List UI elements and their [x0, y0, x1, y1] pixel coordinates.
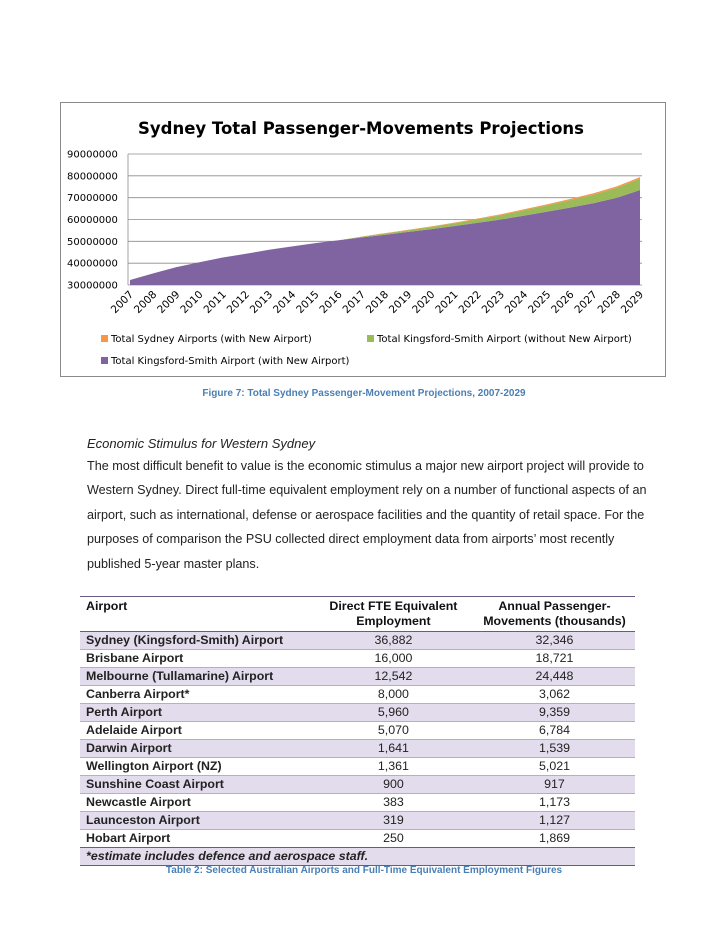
cell-fte-employment: 5,070	[313, 722, 474, 740]
cell-fte-employment: 8,000	[313, 686, 474, 704]
x-tick-label: 2007	[108, 288, 137, 317]
cell-passenger-movements: 1,173	[474, 794, 635, 812]
cell-airport-name: Brisbane Airport	[80, 650, 313, 668]
table-footnote-row	[80, 848, 635, 866]
table-row	[80, 794, 635, 812]
x-tick-label: 2018	[363, 288, 392, 317]
legend-swatch	[101, 357, 108, 364]
x-tick-label: 2029	[618, 288, 647, 317]
cell-airport-name: Newcastle Airport	[80, 794, 313, 812]
cell-airport-name: Darwin Airport	[80, 740, 313, 758]
x-tick-label: 2020	[410, 288, 438, 317]
table-row	[80, 776, 635, 794]
x-tick-label: 2026	[549, 288, 577, 317]
cell-passenger-movements: 18,721	[474, 650, 635, 668]
header-fte-employment: Direct FTE Equivalent Employment	[313, 597, 474, 632]
cell-passenger-movements: 1,539	[474, 740, 635, 758]
cell-airport-name: Sunshine Coast Airport	[80, 776, 313, 794]
x-tick-label: 2017	[340, 288, 368, 317]
y-tick-label: 50000000	[67, 236, 118, 248]
cell-fte-employment: 319	[313, 812, 474, 830]
body-paragraph: The most difficult benefit to value is the economic stimulus a major new airport project will provide to Western Sydney. Direct full-time equivalent employment rely on a number of functional aspects of an airport, such as international, defense or aerospace facilities and the quantity of retail space. For the purposes of comparison the PSU collected direct employment data from airports’ most recently published 5-year master plans.	[87, 459, 647, 571]
table-row	[80, 758, 635, 776]
table-row	[80, 722, 635, 740]
x-tick-label: 2021	[433, 288, 461, 317]
table-body	[80, 632, 635, 848]
cell-fte-employment: 383	[313, 794, 474, 812]
y-tick-label: 30000000	[67, 280, 118, 292]
cell-fte-employment: 1,361	[313, 758, 474, 776]
y-tick-label: 90000000	[67, 149, 118, 161]
x-tick-label: 2022	[456, 288, 484, 317]
cell-airport-name: Melbourne (Tullamarine) Airport	[80, 668, 313, 686]
cell-passenger-movements: 24,448	[474, 668, 635, 686]
header-passenger-movements: Annual Passenger-Movements (thousands)	[474, 597, 635, 632]
y-tick-label: 60000000	[67, 215, 118, 226]
x-tick-label: 2025	[526, 288, 554, 317]
x-tick-label: 2023	[479, 288, 508, 317]
x-tick-label: 2019	[386, 288, 415, 317]
cell-passenger-movements: 32,346	[474, 632, 635, 650]
figure-caption: Figure 7: Total Sydney Passenger-Movement Projections, 2007-2029	[202, 388, 526, 399]
table-row	[80, 740, 635, 758]
chart-title: Sydney Total Passenger-Movements Projections	[138, 119, 584, 138]
cell-fte-employment: 1,641	[313, 740, 474, 758]
cell-passenger-movements: 6,784	[474, 722, 635, 740]
legend-swatch	[101, 335, 108, 342]
x-tick-label: 2009	[155, 288, 183, 317]
x-tick-label: 2008	[131, 288, 160, 317]
legend-label: Total Sydney Airports (with New Airport)	[111, 334, 312, 345]
table-footnote: *estimate includes defence and aerospace staff.	[80, 848, 635, 866]
x-tick-label: 2011	[201, 288, 229, 317]
header-airport: Airport	[80, 597, 313, 632]
table-caption: Table 2: Selected Australian Airports and Full-Time Equivalent Employment Figures	[165, 865, 563, 876]
table-row	[80, 686, 635, 704]
x-tick-label: 2028	[595, 288, 623, 317]
table-row	[80, 830, 635, 848]
cell-fte-employment: 250	[313, 830, 474, 848]
cell-airport-name: Canberra Airport*	[80, 686, 313, 704]
cell-passenger-movements: 917	[474, 776, 635, 794]
cell-fte-employment: 5,960	[313, 704, 474, 722]
cell-fte-employment: 16,000	[313, 650, 474, 668]
cell-passenger-movements: 3,062	[474, 686, 635, 704]
y-tick-label: 40000000	[67, 258, 118, 270]
cell-passenger-movements: 1,127	[474, 812, 635, 830]
table-header-row	[80, 597, 635, 632]
airport-employment-table	[80, 596, 635, 866]
cell-fte-employment: 12,542	[313, 668, 474, 686]
cell-fte-employment: 900	[313, 776, 474, 794]
cell-airport-name: Sydney (Kingsford-Smith) Airport	[80, 632, 313, 650]
legend-label: Total Kingsford-Smith Airport (without New Airport)	[377, 334, 632, 345]
x-tick-label: 2016	[317, 288, 345, 317]
cell-airport-name: Perth Airport	[80, 704, 313, 722]
cell-airport-name: Wellington Airport (NZ)	[80, 758, 313, 776]
x-tick-label: 2012	[224, 288, 253, 317]
table-row	[80, 812, 635, 830]
y-tick-label: 80000000	[67, 171, 118, 183]
x-tick-label: 2013	[247, 288, 276, 317]
x-tick-label: 2015	[294, 288, 322, 317]
cell-passenger-movements: 1,869	[474, 830, 635, 848]
y-tick-label: 70000000	[67, 193, 118, 205]
cell-passenger-movements: 9,359	[474, 704, 635, 722]
legend-swatch	[367, 335, 374, 342]
cell-airport-name: Adelaide Airport	[80, 722, 313, 740]
cell-airport-name: Hobart Airport	[80, 830, 313, 848]
x-tick-label: 2014	[271, 288, 299, 317]
x-tick-label: 2027	[572, 288, 600, 317]
x-tick-label: 2024	[502, 288, 531, 317]
table-row	[80, 632, 635, 650]
passenger-projection-chart	[60, 102, 666, 377]
cell-fte-employment: 36,882	[313, 632, 474, 650]
cell-airport-name: Launceston Airport	[80, 812, 313, 830]
table-row	[80, 704, 635, 722]
section-title: Economic Stimulus for Western Sydney	[87, 436, 316, 451]
table-row	[80, 650, 635, 668]
chart-svg	[61, 103, 665, 376]
cell-passenger-movements: 5,021	[474, 758, 635, 776]
table-row	[80, 668, 635, 686]
legend-label: Total Kingsford-Smith Airport (with New Airport)	[111, 356, 350, 367]
x-tick-label: 2010	[178, 288, 206, 317]
